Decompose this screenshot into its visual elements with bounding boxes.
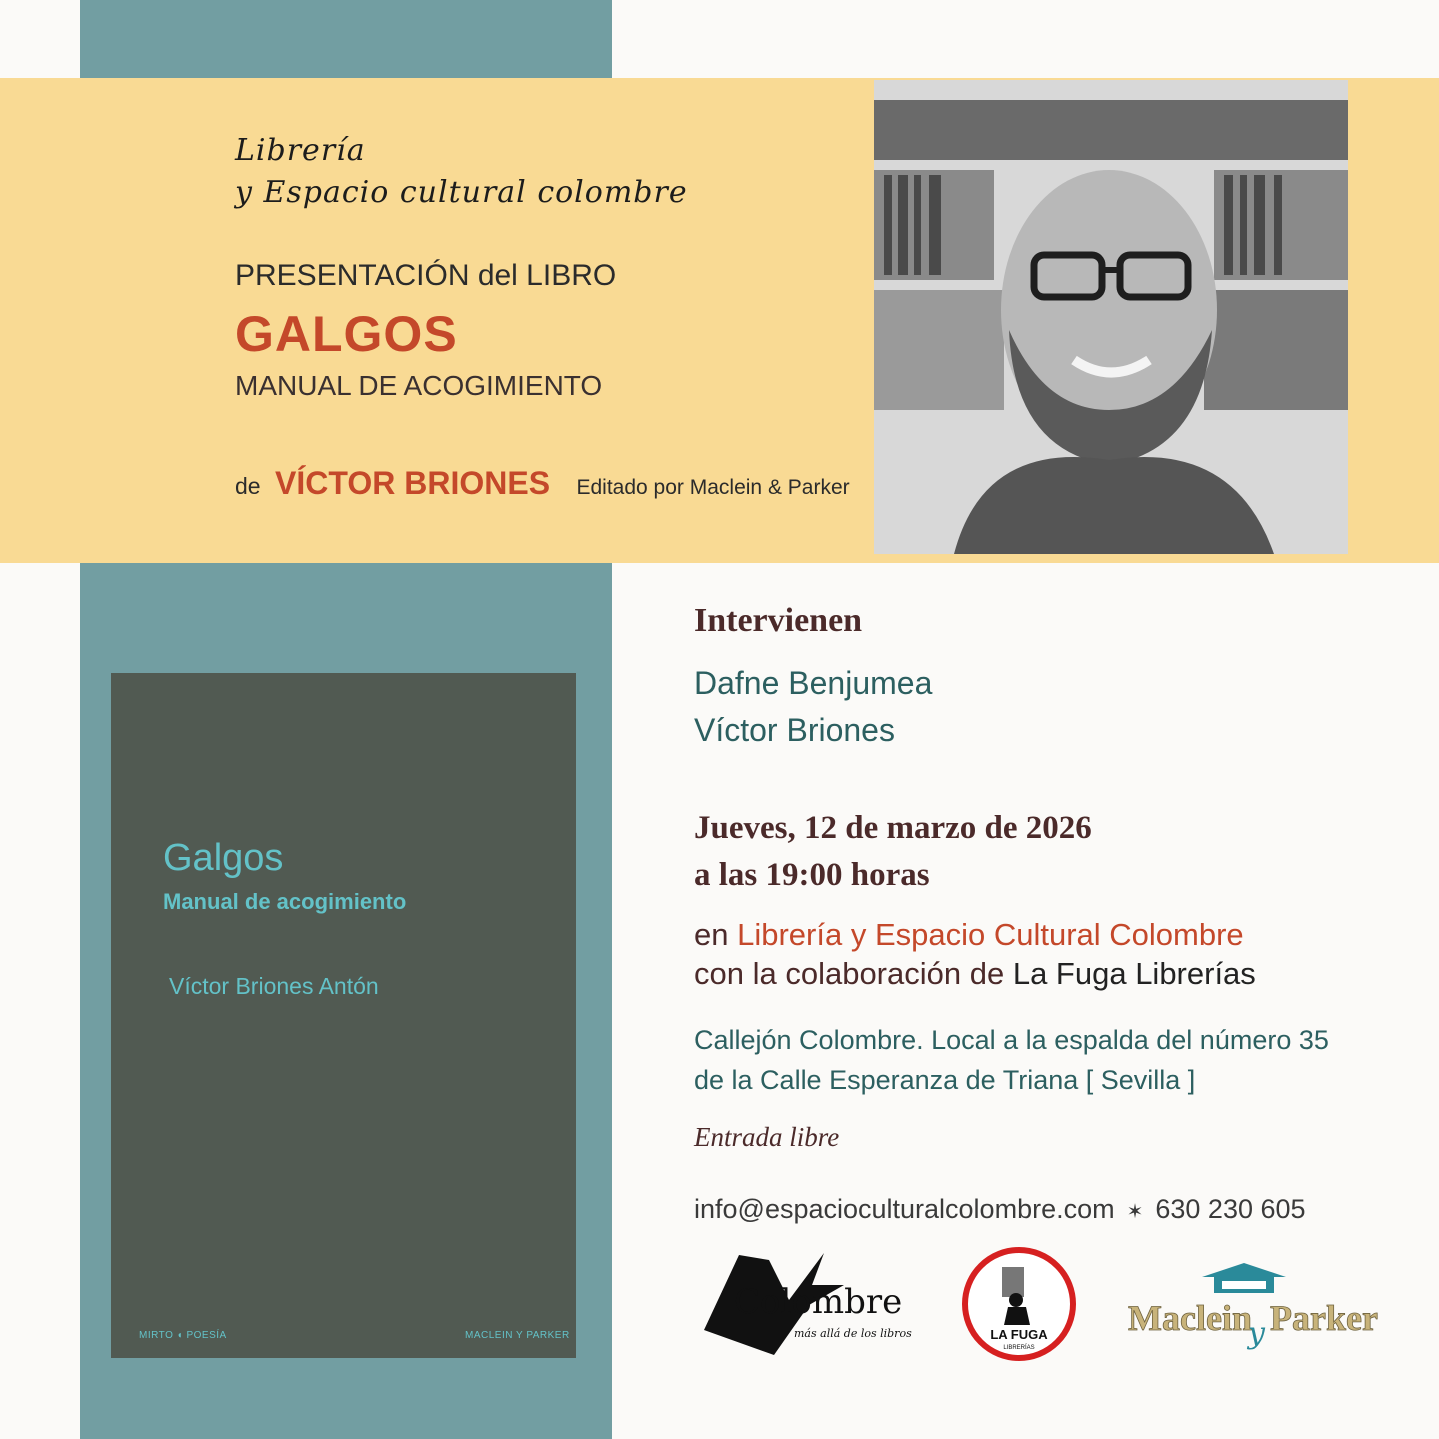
colombre-logo <box>694 1245 924 1360</box>
collab-prefix: con la colaboración de <box>694 956 1013 991</box>
cover-publisher: MACLEIN Y PARKER <box>465 1330 570 1341</box>
contact-email[interactable]: info@espacioculturalcolombre.com <box>694 1194 1115 1224</box>
book-subtitle: MANUAL DE ACOGIMIENTO <box>235 370 603 401</box>
venue-prefix: en <box>694 917 738 952</box>
event-date <box>694 805 1092 899</box>
maclein-house-icon <box>1124 1255 1378 1355</box>
address-line-2: de la Calle Esperanza de Triana [ Sevilla ] <box>694 1065 1196 1095</box>
colombre-logo-name: Colombre <box>734 1282 903 1322</box>
colombre-logo-tagline: más allá de los libros <box>794 1327 912 1340</box>
bookstore-brand <box>235 130 688 214</box>
venue-info <box>694 915 1256 993</box>
cover-subtitle: Manual de acogimiento <box>163 889 407 914</box>
publisher-credit: Editado por Maclein & Parker <box>576 476 850 499</box>
maclein-logo-y: y <box>1248 1316 1265 1351</box>
book-title: GALGOS <box>235 306 458 362</box>
byline <box>235 465 850 502</box>
lafuga-seal-icon <box>960 1245 1078 1363</box>
contact-phone[interactable]: 630 230 605 <box>1155 1194 1306 1224</box>
separator-star-icon: ✶ <box>1126 1201 1144 1223</box>
maclein-logo-left: Maclein <box>1128 1298 1252 1338</box>
event-day: Jueves, 12 de marzo de 2026 <box>694 810 1092 846</box>
author-portrait-illustration <box>874 80 1348 554</box>
lafuga-logo-sub: LIBRERÍAS <box>1003 1345 1035 1351</box>
contact-info <box>694 1194 1306 1225</box>
lafuga-logo <box>960 1245 1078 1363</box>
maclein-logo-right: Parker <box>1270 1298 1378 1338</box>
presentation-label: PRESENTACIÓN del LIBRO <box>235 259 617 292</box>
cover-title: Galgos <box>163 837 284 879</box>
cover-collection: MIRTO ◖ POESÍA <box>139 1330 227 1341</box>
lafuga-logo-name: LA FUGA <box>990 1327 1048 1342</box>
collab-name: La Fuga Librerías <box>1012 956 1256 991</box>
speaker-2: Víctor Briones <box>694 712 895 748</box>
address <box>694 1020 1329 1100</box>
brand-line-1: Librería <box>235 133 366 168</box>
venue-name: Librería y Espacio Cultural Colombre <box>737 917 1244 952</box>
cover-author: Víctor Briones Antón <box>169 973 379 999</box>
author-photo <box>874 80 1348 554</box>
author-name: VÍCTOR BRIONES <box>275 465 551 501</box>
byline-prefix: de <box>235 473 261 499</box>
address-line-1: Callejón Colombre. Local a la espalda del número 35 <box>694 1025 1329 1055</box>
speakers-heading: Intervienen <box>694 602 863 639</box>
brand-line-2: y Espacio cultural colombre <box>235 175 688 210</box>
maclein-parker-logo <box>1124 1255 1378 1355</box>
entrance-note: Entrada libre <box>694 1122 840 1152</box>
speaker-1: Dafne Benjumea <box>694 665 933 701</box>
book-cover <box>111 673 576 1358</box>
event-time: a las 19:00 horas <box>694 857 930 893</box>
colombre-whale-icon <box>694 1245 924 1360</box>
